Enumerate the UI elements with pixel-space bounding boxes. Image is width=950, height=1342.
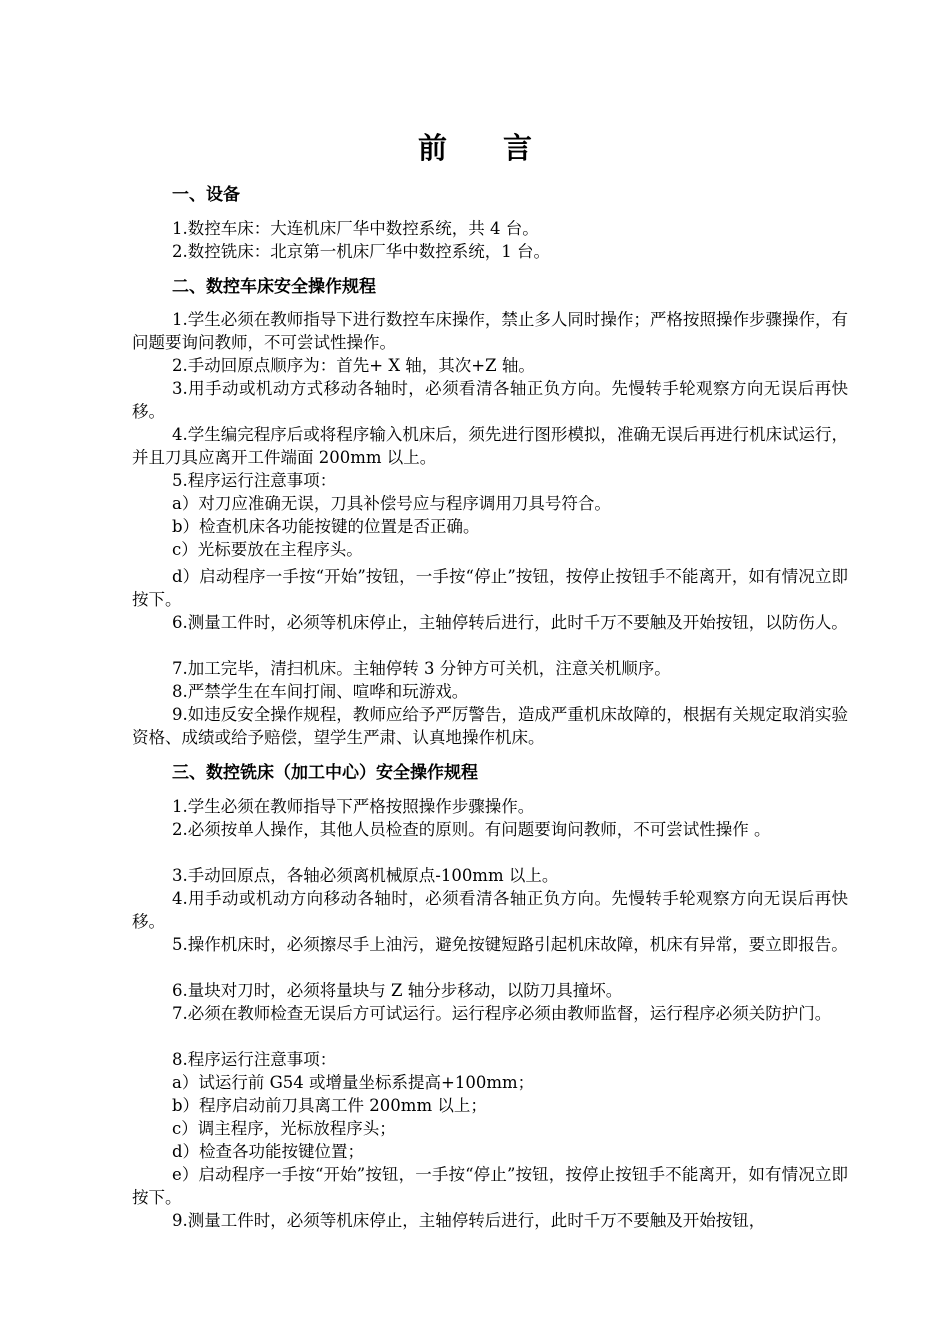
list-item: 6.量块对刀时，必须将量块与 Z 轴分步移动，以防刀具撞坏。 (172, 981, 623, 1000)
list-item: b）程序启动前刀具离工件 200mm 以上； (172, 1096, 487, 1115)
list-item: 3.用手动或机动方式移动各轴时，必须看清各轴正负方向。先慢转手轮观察方向无误后再快移。 (132, 379, 848, 421)
list-item: d）启动程序一手按“开始”按钮，一手按“停止”按钮，按停止按钮手不能离开，如有情况立即按下。 (132, 567, 848, 609)
list-item: 7.必须在教师检查无误后方可试运行。运行程序必须由教师监督，运行程序必须关防护门。 (172, 1004, 832, 1023)
list-item: d）检查各功能按键位置； (172, 1142, 365, 1161)
list-item: 8.严禁学生在车间打闹、喧哗和玩游戏。 (172, 682, 469, 701)
list-item: 4.用手动或机动方向移动各轴时，必须看清各轴正负方向。先慢转手轮观察方向无误后再快移。 (132, 889, 848, 931)
list-item: 2.手动回原点顺序为：首先+ X 轴，其次+Z 轴。 (172, 356, 535, 375)
list-item: 1.数控车床：大连机床厂华中数控系统，共 4 台。 (172, 219, 539, 238)
list-item: e）启动程序一手按“开始”按钮，一手按“停止”按钮，按停止按钮手不能离开，如有情况立即按下。 (132, 1165, 848, 1207)
list-item: c）光标要放在主程序头。 (172, 540, 363, 559)
list-item: 4.学生编完程序后或将程序输入机床后，须先进行图形模拟，准确无误后再进行机床试运行，并且刀具应离开工件端面 200mm 以上。 (132, 425, 848, 467)
section-heading-mill-safety: 三、数控铣床（加工中心）安全操作规程 (172, 763, 478, 783)
list-item: b）检查机床各功能按键的位置是否正确。 (172, 517, 480, 536)
list-item: 9.如违反安全操作规程，教师应给予严厉警告，造成严重机床故障的，根据有关规定取消实验资格、成绩或给予赔偿，望学生严肃、认真地操作机床。 (132, 705, 848, 747)
section-heading-lathe-safety: 二、数控车床安全操作规程 (172, 277, 376, 297)
list-item: 5.操作机床时，必须擦尽手上油污，避免按键短路引起机床故障，机床有异常，要立即报告。 (172, 935, 848, 954)
list-item: 3.手动回原点，各轴必须离机械原点-100mm 以上。 (172, 866, 559, 885)
list-item: 5.程序运行注意事项： (172, 471, 337, 490)
list-item: c）调主程序，光标放程序头； (172, 1119, 396, 1138)
list-item: 1.学生必须在教师指导下进行数控车床操作，禁止多人同时操作；严格按照操作步骤操作，有问题要询问教师，不可尝试性操作。 (132, 310, 848, 352)
list-item: a）对刀应准确无误，刀具补偿号应与程序调用刀具号符合。 (172, 494, 611, 513)
list-item: a）试运行前 G54 或增量坐标系提高+100mm； (172, 1073, 535, 1092)
list-item: 6.测量工件时，必须等机床停止，主轴停转后进行，此时千万不要触及开始按钮，以防伤人。 (172, 613, 848, 632)
list-item: 7.加工完毕，清扫机床。主轴停转 3 分钟方可关机，注意关机顺序。 (172, 659, 671, 678)
list-item: 2.必须按单人操作，其他人员检查的原则。有问题要询问教师，不可尝试性操作 。 (172, 820, 771, 839)
list-item: 9.测量工件时，必须等机床停止，主轴停转后进行，此时千万不要触及开始按钮， (172, 1211, 766, 1230)
section-heading-equipment: 一、设备 (172, 185, 240, 205)
list-item: 2.数控铣床：北京第一机床厂华中数控系统，1 台。 (172, 242, 550, 261)
list-item: 8.程序运行注意事项： (172, 1050, 337, 1069)
page-title: 前言 (417, 131, 588, 165)
list-item: 1.学生必须在教师指导下严格按照操作步骤操作。 (172, 797, 535, 816)
